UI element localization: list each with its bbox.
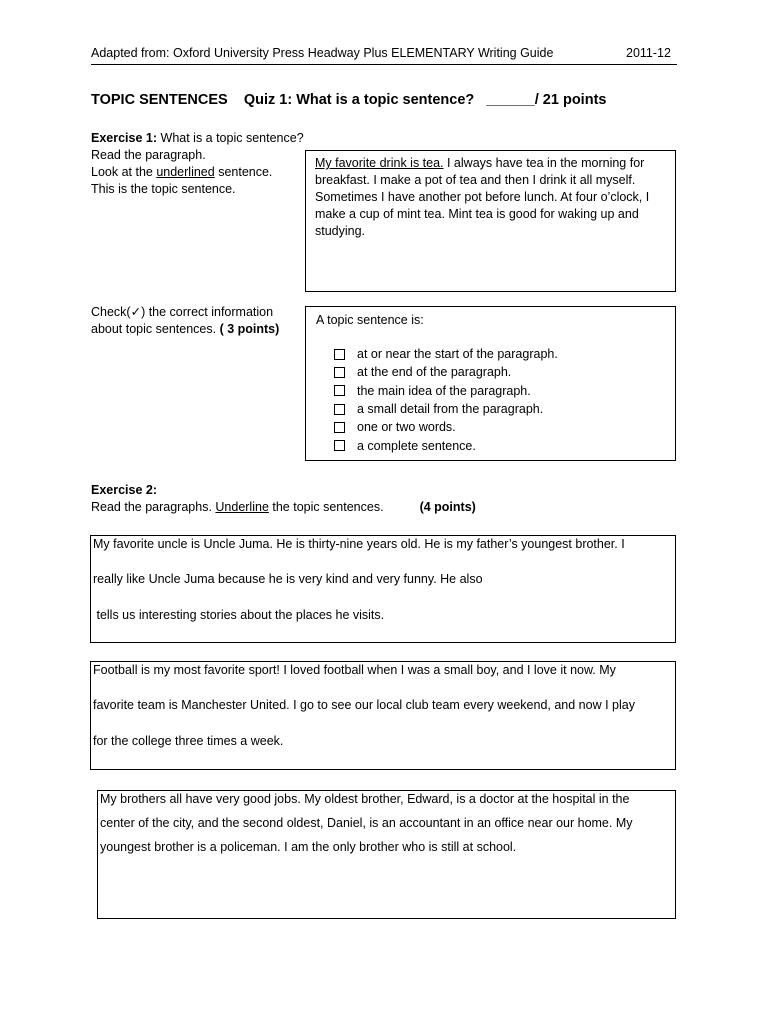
- paragraph-line: center of the city, and the second oldest, Daniel, is an accountant in an office near our home. My: [100, 816, 633, 830]
- exercise2-paragraph-2: [90, 661, 676, 770]
- title-topic: TOPIC SENTENCES: [91, 92, 228, 108]
- exercise2-paragraph-3: [97, 790, 676, 919]
- paragraph-line: My brothers all have very good jobs. My oldest brother, Edward, is a doctor at the hospital in the: [100, 792, 630, 806]
- exercise1-question: What is a topic sentence?: [160, 131, 304, 145]
- checkbox[interactable]: [334, 385, 345, 396]
- check-line-2-text: about topic sentences.: [91, 322, 217, 336]
- checkbox[interactable]: [334, 367, 345, 378]
- exercise1-instruction-read: Read the paragraph.: [91, 148, 206, 162]
- header-year: 2011-12: [626, 46, 671, 60]
- checkbox[interactable]: [334, 349, 345, 360]
- header-rule: [91, 64, 677, 65]
- exercise2-instructions: [91, 482, 511, 516]
- checkbox[interactable]: [334, 440, 345, 451]
- exercise1-heading: [91, 130, 306, 147]
- exercise1-instructions: [91, 130, 306, 198]
- option-item[interactable]: [334, 400, 558, 418]
- option-item[interactable]: [334, 436, 558, 454]
- option-label: at the end of the paragraph.: [357, 365, 512, 380]
- options-heading: A topic sentence is:: [316, 313, 424, 327]
- check-instructions: [91, 304, 303, 338]
- exercise2-points: (4 points): [419, 500, 476, 514]
- option-label: at or near the start of the paragraph.: [357, 347, 558, 362]
- paragraph-topic-sentence: My favorite drink is tea.: [315, 156, 444, 170]
- option-item[interactable]: [334, 382, 558, 400]
- score-blank: ______: [486, 92, 535, 108]
- instruction-look-underlined: underlined: [156, 165, 215, 179]
- paragraph-line: really like Uncle Juma because he is very kind and very funny. He also: [93, 572, 483, 586]
- option-item[interactable]: [334, 363, 558, 381]
- checkbox[interactable]: [334, 422, 345, 433]
- exercise1-label: Exercise 1:: [91, 131, 158, 145]
- options-list: [334, 345, 558, 455]
- paragraph-body: I always have tea in the morning for breakfast. I make a pot of tea and then I drink it all myself. Sometimes I have another pot before lunch. At four o’clock, I make a cup of mint tea. Mint tea is good for waking up and studying.: [315, 156, 650, 238]
- instruction-look-post: sentence.: [214, 165, 273, 179]
- exercise2-instruction-post: the topic sentences.: [268, 500, 384, 514]
- option-label: a complete sentence.: [357, 438, 476, 453]
- paragraph-line: tells us interesting stories about the places he visits.: [93, 608, 385, 622]
- instruction-look-pre: Look at the: [91, 165, 157, 179]
- exercise2-instruction-underlined: Underline: [215, 500, 269, 514]
- exercise2-label: Exercise 2:: [91, 483, 158, 497]
- header-source: Adapted from: Oxford University Press Headway Plus ELEMENTARY Writing Guide: [91, 46, 554, 60]
- option-item[interactable]: [334, 418, 558, 436]
- option-label: one or two words.: [357, 420, 456, 435]
- option-label: the main idea of the paragraph.: [357, 383, 531, 398]
- paragraph-line: My favorite uncle is Uncle Juma. He is thirty-nine years old. He is my father’s youngest brother. I: [93, 537, 625, 551]
- checkbox[interactable]: [334, 404, 345, 415]
- exercise1-instruction-topic: This is the topic sentence.: [91, 182, 236, 196]
- exercise2-paragraph-1: [90, 535, 676, 643]
- title-quiz: Quiz 1: What is a topic sentence?: [243, 92, 475, 108]
- paragraph-line: favorite team is Manchester United. I go to see our local club team every weekend, and now I play: [93, 698, 635, 712]
- paragraph-line: for the college three times a week.: [93, 734, 284, 748]
- option-item[interactable]: [334, 345, 558, 363]
- exercise1-instruction-look: [91, 164, 306, 181]
- paragraph-line: Football is my most favorite sport! I loved football when I was a small boy, and I love it now. My: [93, 663, 616, 677]
- check-line-2: [91, 321, 303, 338]
- exercise2-instruction: [91, 499, 511, 516]
- topic-sentence-options-box: [305, 306, 676, 461]
- page-title: [91, 92, 606, 108]
- option-label: a small detail from the paragraph.: [357, 402, 544, 417]
- paragraph-line: youngest brother is a policeman. I am the only brother who is still at school.: [100, 840, 517, 854]
- check-points: ( 3 points): [219, 322, 280, 336]
- title-points: / 21 points: [534, 92, 607, 108]
- exercise2-instruction-pre: Read the paragraphs.: [91, 500, 216, 514]
- check-line-1: Check(✓) the correct information: [91, 305, 274, 319]
- exercise1-paragraph-box: [305, 150, 676, 292]
